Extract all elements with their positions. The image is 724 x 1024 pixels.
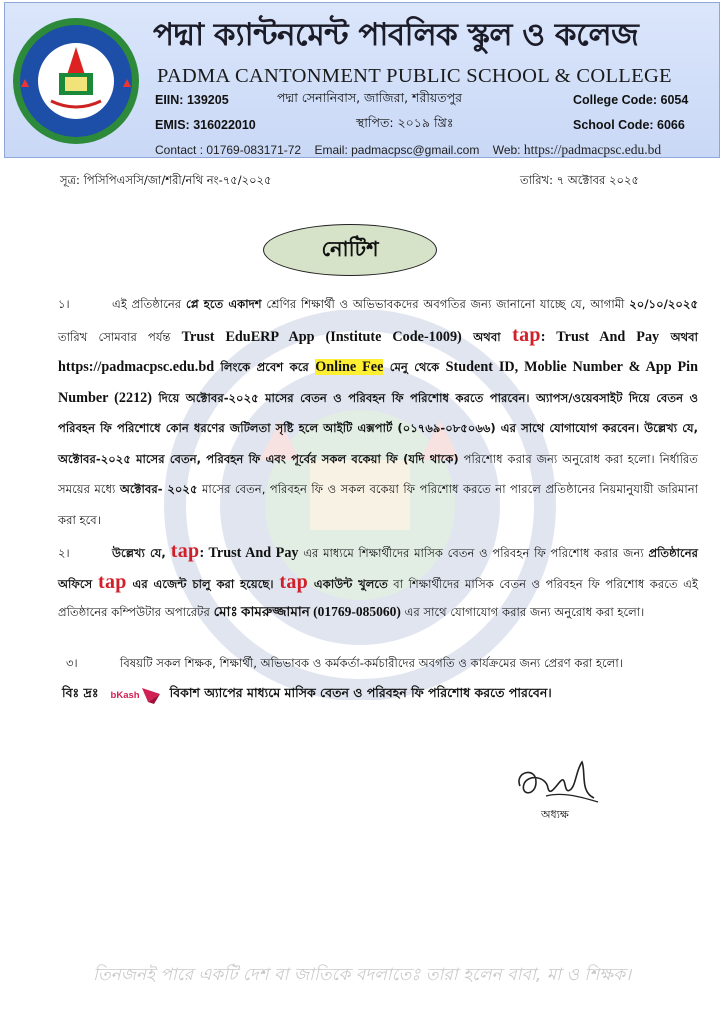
website-link[interactable]: https://padmacpsc.edu.bd bbox=[523, 142, 662, 157]
school-name-english: PADMA CANTONMENT PUBLIC SCHOOL & COLLEGE bbox=[157, 65, 672, 87]
para-number: ১। bbox=[58, 297, 70, 311]
online-fee-highlight: Online Fee bbox=[315, 359, 384, 375]
school-name-bengali: পদ্মা ক্যান্টনমেন্ট পাবলিক স্কুল ও কলেজ bbox=[153, 17, 639, 53]
established-year: স্থাপিত: ২০১৯ খ্রিঃ bbox=[356, 115, 454, 130]
contact-phone: Contact : 01769-083171-72 bbox=[155, 143, 302, 157]
notice-paragraph-2: ২। উল্লেখ্য যে, tap: Trust And Pay এর মাধ্যমে শিক্ষার্থীদের মাসিক বেতন ও পরিবহন ফি পরিশোধ করার জন্য প্রতিষ্ঠানের অফিসে tap এর এজেন্ট চালু করা হয়েছে। tap একাউন্ট খুলতে বা শিক্ষার্থীদের মাসিক বেতন ও পরিবহন ফি পরিশোধ করতে এই প্রতিষ্ঠানের কম্পিউটার অপারেটর মোঃ কামরুজ্জামান (01769-085060) এর সাথে যোগাযোগ করার জন্য অনুরোধ করা হলো। bbox=[58, 540, 698, 619]
school-logo-icon bbox=[7, 15, 145, 147]
notice-date: তারিখ: ৭ অক্টোবর ২০২৫ bbox=[520, 173, 639, 187]
bkash-bird-icon bbox=[140, 686, 162, 704]
web-label: Web: bbox=[492, 143, 521, 157]
tap-brand: tap bbox=[170, 540, 200, 562]
principal-designation: অধ্যক্ষ bbox=[541, 808, 569, 821]
bkash-logo-text: bKash bbox=[110, 689, 140, 701]
bkash-note-text: বিকাশ অ্যাপের মাধ্যমে মাসিক বেতন ও পরিবহন ফি পরিশোধ করতে পারবেন। bbox=[169, 685, 552, 700]
school-code: School Code: 6066 bbox=[573, 118, 685, 132]
letterhead bbox=[4, 2, 720, 158]
notice-paragraph-3: ৩। বিষয়টি সকল শিক্ষক, শিক্ষার্থী, অভিভাবক ও কর্মকর্তা-কর্মচারীদের অবগতি ও কার্যক্রমের জন্য প্রেরণ করা হলো। bbox=[66, 652, 698, 674]
tap-brand: tap bbox=[97, 570, 127, 593]
notice-paragraph-1: ১। এই প্রতিষ্ঠানের প্লে হতে একাদশ শ্রেণির শিক্ষার্থী ও অভিভাবকদের অবগতির জন্য জানানো যাচ্ছে যে, আগামী ২০/১০/২০২৫ তারিখ সোমবার পর্যন্ত Trust EduERP App (Institute Code-1009) অথবা tap: Trust And Pay অথবা https://padmacpsc.edu.bd লিংকে প্রবেশ করে Online Fee মেনু থেকে Student ID, Moblie Number & App Pin Number (2212) দিয়ে অক্টোবর-২০২৫ মাসের বেতন ও পরিবহন ফি পরিশোধ করতে পারবেন। অ্যাপস/ওয়েবসাইট দিয়ে বেতন ও পরিবহন ফি পরিশোধে কোন ধরণের জটিলতা সৃষ্টি হলে আইটি এক্সপার্ট (০১৭৬৯-০৮৫০৬৬) এর সাথে যোগাযোগ করবেন। উল্লেখ্য যে, অক্টোবর-২০২৫ মাসের বেতন, পরিবহন ফি এবং পূর্বের সকল বকেয়া ফি (যদি থাকে) পরিশোধ করার জন্য অনুরোধ করা হলো। নির্ধারিত সময়ের মধ্যে অক্টোবর- ২০২৫ মাসের বেতন, পরিবহন ফি ও সকল বকেয়া ফি পরিশোধ করতে না পারলে প্রতিষ্ঠানের নিয়মানুযায়ী জরিমানা করা হবে। bbox=[58, 289, 698, 535]
app-name: Trust EduERP App (Institute Code-1009) bbox=[181, 328, 462, 345]
emis-number: EMIS: 316022010 bbox=[155, 118, 256, 132]
notice-title: নোটিশ bbox=[263, 224, 437, 276]
contact-line bbox=[155, 142, 661, 158]
payment-link[interactable]: https://padmacpsc.edu.bd bbox=[58, 359, 215, 375]
tap-brand: tap bbox=[512, 323, 541, 346]
contact-email: Email: padmacpsc@gmail.com bbox=[314, 143, 480, 157]
nb-note bbox=[62, 685, 552, 705]
principal-signature bbox=[506, 752, 606, 812]
college-code: College Code: 6054 bbox=[573, 93, 689, 107]
tap-brand: tap bbox=[279, 570, 309, 593]
footer-motto: তিনজনই পারে একটি দেশ বা জাতিকে বদলাতেঃ তারা হলেন বাবা, মা ও শিক্ষক। bbox=[92, 965, 632, 985]
operator-contact: মোঃ কামরুজ্জামান (01769-085060) bbox=[213, 604, 401, 619]
nb-label: বিঃ দ্রঃ bbox=[62, 685, 99, 700]
para-number: ৩। bbox=[66, 656, 78, 670]
bkash-logo bbox=[111, 686, 162, 704]
reference-number: সূত্র: পিসিপিএসসি/জা/শরী/নথি নং-৭৫/২০২৫ bbox=[60, 173, 272, 187]
address-bengali: পদ্মা সেনানিবাস, জাজিরা, শরীয়তপুর bbox=[277, 90, 463, 105]
para-number: ২। bbox=[58, 546, 70, 560]
eiin-number: EIIN: 139205 bbox=[155, 93, 229, 107]
